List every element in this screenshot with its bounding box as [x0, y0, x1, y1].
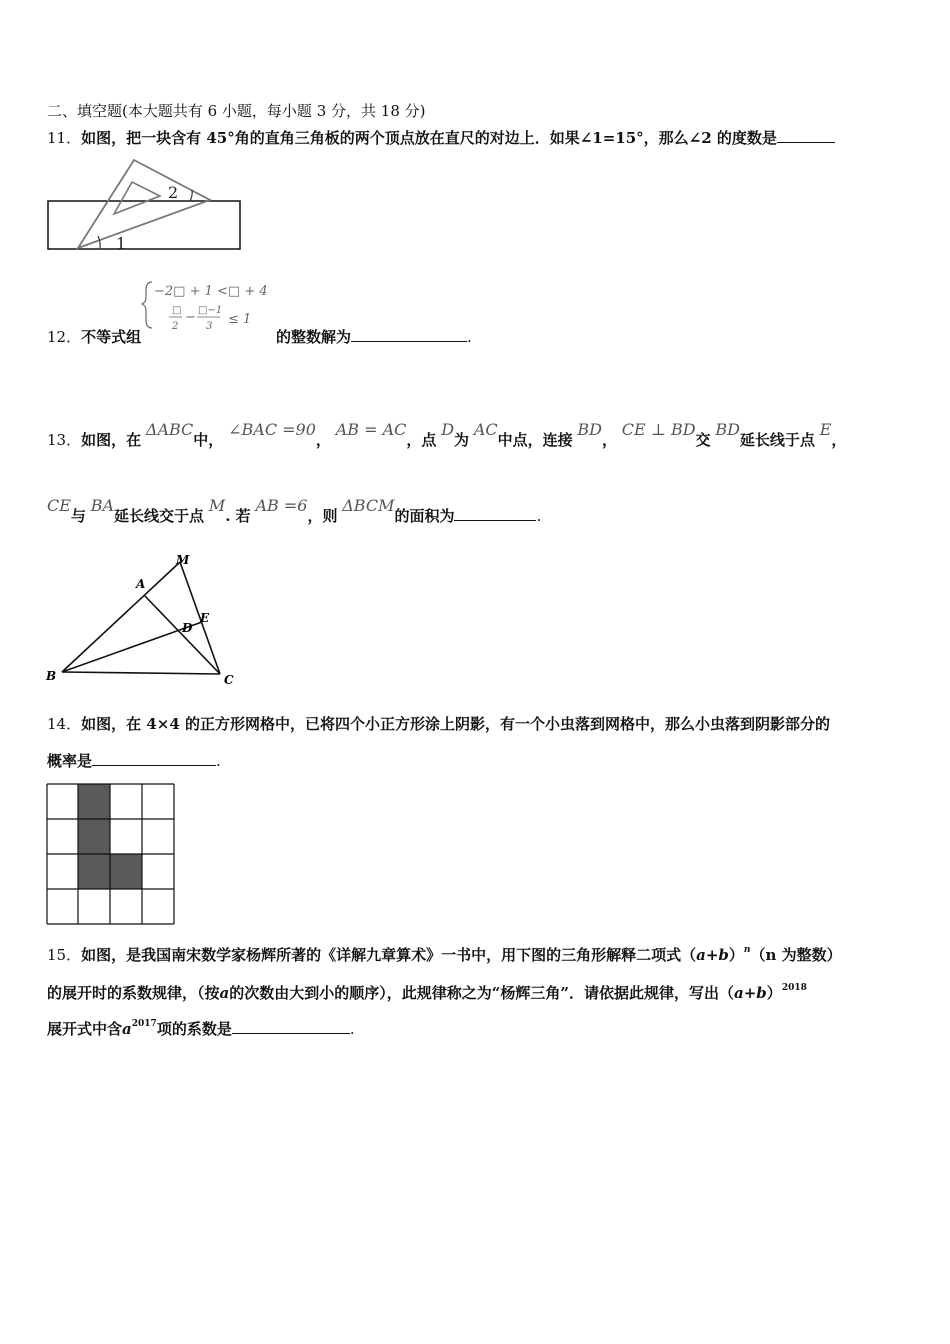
question-13-line-1 — [47, 420, 847, 450]
inequality-1: −2□ + 1 <□ + 4 — [154, 284, 268, 299]
text: 如图，是我国南宋数学家杨辉所著的《详解九章算术》一书中，用下图的三角形解释二项式（ — [81, 946, 697, 964]
text: 与 — [70, 507, 86, 525]
text: ） — [728, 946, 744, 964]
math: D — [441, 420, 455, 439]
inequality-2-rhs: ≤ 1 — [228, 312, 252, 327]
answer-blank[interactable] — [777, 128, 835, 143]
question-number: 11． — [47, 129, 82, 147]
end-period: . — [349, 1020, 355, 1038]
text: 中， — [193, 431, 224, 449]
end-period: . — [467, 328, 472, 346]
answer-blank[interactable] — [454, 506, 536, 521]
text: 交 — [695, 431, 711, 449]
text: 为 — [454, 431, 470, 449]
end-period: . — [536, 507, 542, 525]
shaded-cell — [78, 854, 110, 889]
ruler — [48, 201, 240, 249]
answer-blank[interactable] — [232, 1019, 350, 1034]
text: 展开式中含 — [47, 1020, 123, 1038]
text: ，则 — [307, 507, 338, 525]
fraction-2-den: 3 — [206, 321, 213, 332]
ruler-triangle-figure — [40, 152, 250, 257]
fraction-1-num: □ — [172, 305, 182, 316]
question-15-line-1 — [47, 945, 842, 968]
question-number: 14． — [47, 715, 82, 733]
point-m-label: M — [176, 553, 190, 567]
shaded-cell — [78, 784, 110, 819]
text: ， — [315, 431, 331, 449]
answer-blank[interactable] — [92, 751, 216, 766]
inequality-system — [140, 276, 280, 338]
math: BD — [715, 420, 740, 439]
triangle-bcm-figure — [40, 550, 250, 690]
text: ，点 — [406, 431, 437, 449]
minus-sign: − — [185, 310, 196, 325]
question-14-line-2 — [47, 751, 221, 771]
superscript: n — [743, 945, 751, 955]
text: 的面积为 — [394, 507, 455, 525]
math: ΔBCM — [342, 496, 395, 515]
superscript: 2017 — [131, 1019, 157, 1029]
answer-blank[interactable] — [351, 327, 467, 342]
math: ∠BAC =90 — [228, 420, 316, 439]
fraction-2-num: □−1 — [198, 305, 223, 316]
segment-bc — [62, 672, 220, 674]
question-15-line-2 — [47, 983, 807, 1006]
text: ） — [766, 984, 782, 1002]
text: ， — [602, 431, 618, 449]
shaded-cell — [110, 854, 142, 889]
text: 的次数由大到小的顺序），此规律称之为“杨辉三角”．请依据此规律，写出（ — [229, 984, 735, 1002]
triangle-plate-inner — [114, 182, 160, 214]
shaded-cell — [78, 819, 110, 854]
question-number: 13． — [47, 431, 82, 449]
point-a-label: A — [136, 577, 146, 591]
question-12-suffix — [276, 327, 472, 347]
math: AB = AC — [335, 420, 407, 439]
question-13-line-2 — [47, 496, 542, 526]
question-text: 概率是 — [47, 752, 93, 770]
text: . 若 — [225, 507, 251, 525]
question-number: 12． — [47, 328, 82, 346]
point-e-label: E — [200, 611, 210, 625]
math: CE — [47, 496, 71, 515]
math: a+b — [734, 984, 767, 1002]
text: 的展开时的系数规律，（按 — [47, 984, 220, 1002]
superscript: 2018 — [781, 983, 807, 993]
suffix-text: 的整数解为 — [276, 328, 352, 346]
point-b-label: B — [46, 669, 57, 683]
section-title: 二、填空题(本大题共有 6 小题，每小题 3 分，共 18 分) — [47, 102, 426, 120]
question-11 — [47, 128, 835, 148]
question-prefix: 不等式组 — [81, 328, 142, 346]
question-12 — [47, 327, 141, 347]
question-number: 15． — [47, 946, 82, 964]
math: BD — [577, 420, 602, 439]
question-15-line-3 — [47, 1019, 355, 1042]
question-text: 如图，在 4×4 的正方形网格中，已将四个小正方形涂上阴影，有一个小虫落到网格中，那么小虫落到阴影部分的 — [81, 715, 830, 733]
math: E — [819, 420, 832, 439]
angle-2-label: 2 — [168, 183, 179, 202]
math: BA — [90, 496, 115, 515]
grid-figure — [46, 783, 176, 926]
text: 中点，连接 — [497, 431, 573, 449]
math: a — [122, 1020, 132, 1038]
fraction-1-den: 2 — [172, 321, 179, 332]
math: a+b — [696, 946, 729, 964]
angle-1-arc — [98, 236, 100, 248]
text: 如图，在 — [81, 431, 142, 449]
segment-be — [62, 622, 202, 672]
text: （n 为整数） — [750, 946, 842, 964]
text: 延长线于点 — [739, 431, 815, 449]
question-text: 如图，把一块含有 45°角的直角三角板的两个顶点放在直尺的对边上．如果∠1=15°，那么∠2 的度数是 — [81, 129, 777, 147]
question-14 — [47, 714, 830, 734]
point-d-label: D — [182, 621, 193, 635]
text: ， — [831, 431, 847, 449]
math: M — [208, 496, 226, 515]
end-period: . — [216, 752, 221, 770]
angle-1-label: 1 — [116, 234, 127, 253]
grid-lines — [47, 784, 174, 924]
angle-2-arc — [190, 190, 192, 201]
triangle-plate-outer — [78, 160, 210, 248]
point-c-label: C — [224, 673, 234, 687]
math: a — [219, 984, 230, 1002]
left-brace — [142, 282, 152, 328]
math: AC — [473, 420, 498, 439]
text: 延长线交于点 — [114, 507, 205, 525]
math: CE ⊥ BD — [621, 420, 696, 439]
math: ΔABC — [145, 420, 194, 439]
text: 项的系数是 — [156, 1020, 232, 1038]
math: AB =6 — [255, 496, 308, 515]
segment-bm — [62, 562, 180, 672]
